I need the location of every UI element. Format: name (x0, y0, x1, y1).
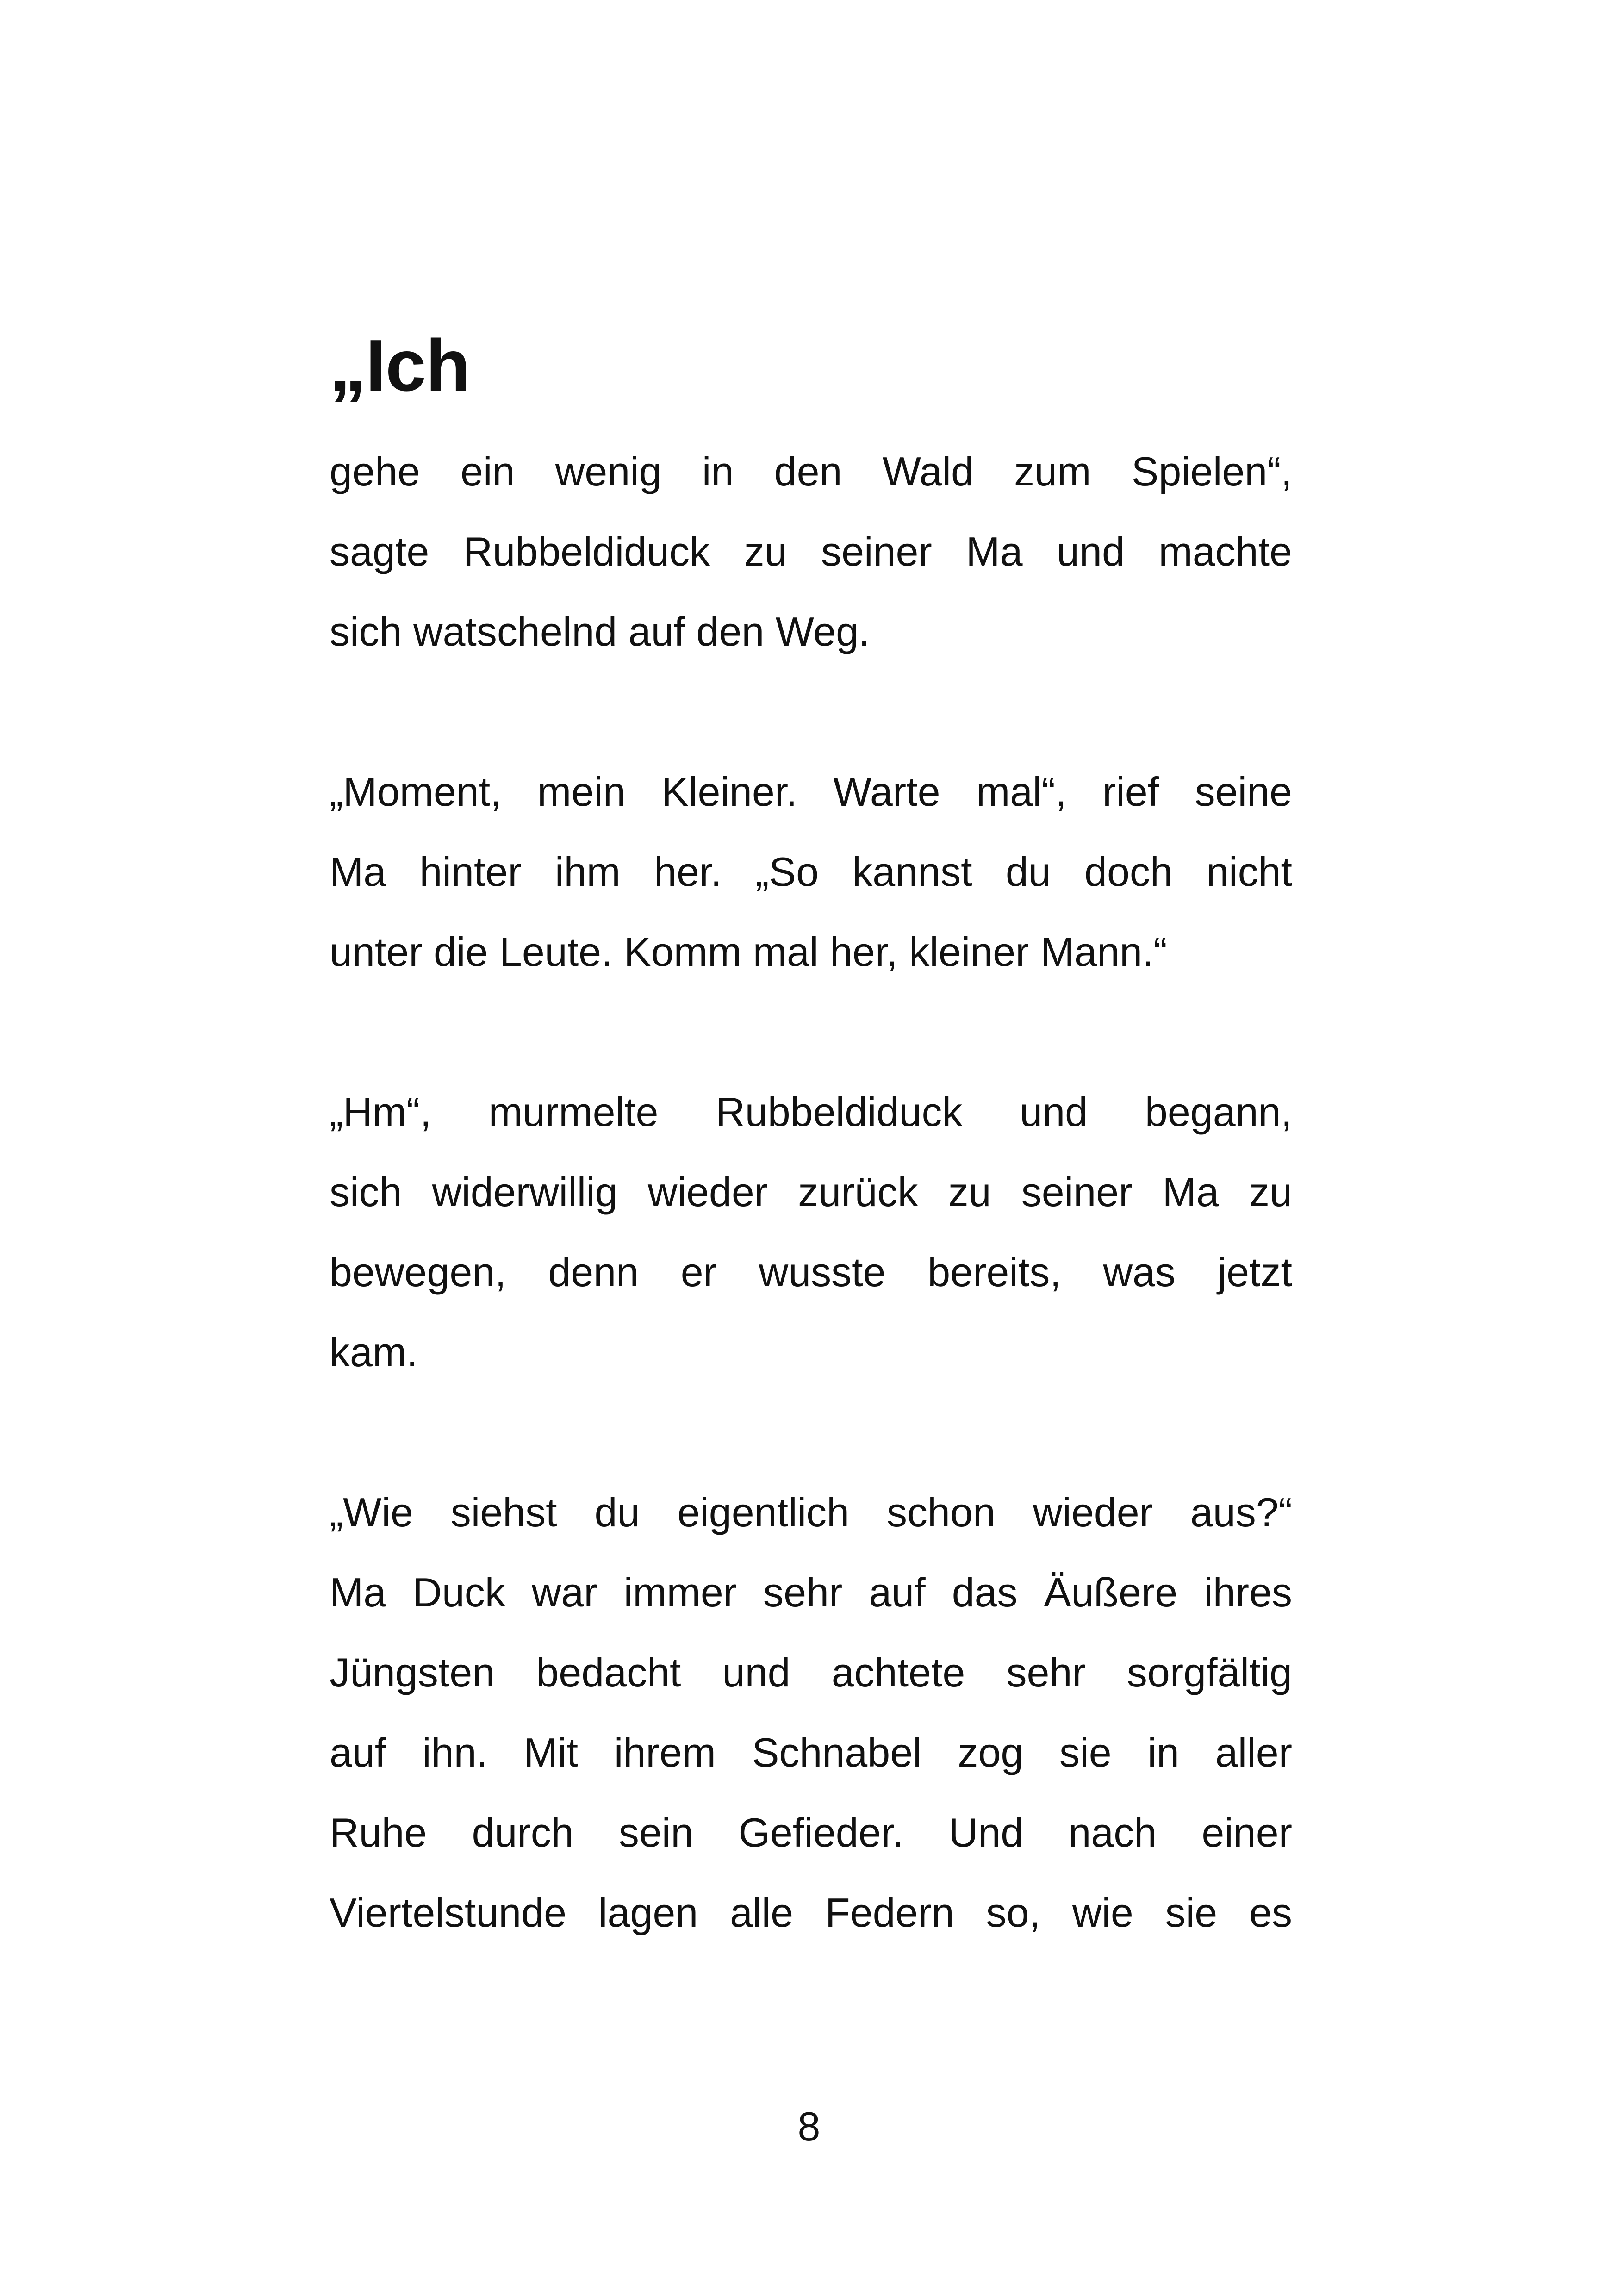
text-line: „Wie siehst du eigentlich schon wieder aus?“ (330, 1489, 1292, 1535)
text-line: Viertelstunde lagen alle Federn so, wie sie es (330, 1890, 1292, 1935)
chapter-heading: „Ich (330, 325, 470, 406)
text-line: Jüngsten bedacht und achtete sehr sorgfältig (330, 1649, 1292, 1695)
page-number: 8 (797, 2103, 821, 2149)
paragraph-1 (330, 431, 1292, 672)
paragraph-2 (330, 752, 1292, 992)
text-line: „Hm“, murmelte Rubbeldiduck und begann, (330, 1089, 1292, 1135)
text-line: Ma Duck war immer sehr auf das Äußere ihres (330, 1569, 1292, 1615)
page-text (330, 319, 1292, 1953)
text-line: kam. (330, 1329, 418, 1375)
text-line: gehe ein wenig in den Wald zum Spielen“, (330, 448, 1292, 494)
text-line: unter die Leute. Komm mal her, kleiner Mann.“ (330, 929, 1167, 975)
text-line: sich widerwillig wieder zurück zu seiner Ma zu (330, 1169, 1292, 1215)
text-line: bewegen, denn er wusste bereits, was jetzt (330, 1249, 1292, 1295)
text-line: Ruhe durch sein Gefieder. Und nach einer (330, 1810, 1292, 1855)
text-line: Ma hinter ihm her. „So kannst du doch nicht (330, 849, 1292, 895)
text-line: auf ihn. Mit ihrem Schnabel zog sie in aller (330, 1730, 1292, 1775)
paragraph-4 (330, 1472, 1292, 1953)
paragraph-3 (330, 1072, 1292, 1392)
text-line: sich watschelnd auf den Weg. (330, 609, 870, 654)
text-line: „Moment, mein Kleiner. Warte mal“, rief seine (330, 769, 1292, 815)
text-line: sagte Rubbeldiduck zu seiner Ma und machte (330, 529, 1292, 574)
